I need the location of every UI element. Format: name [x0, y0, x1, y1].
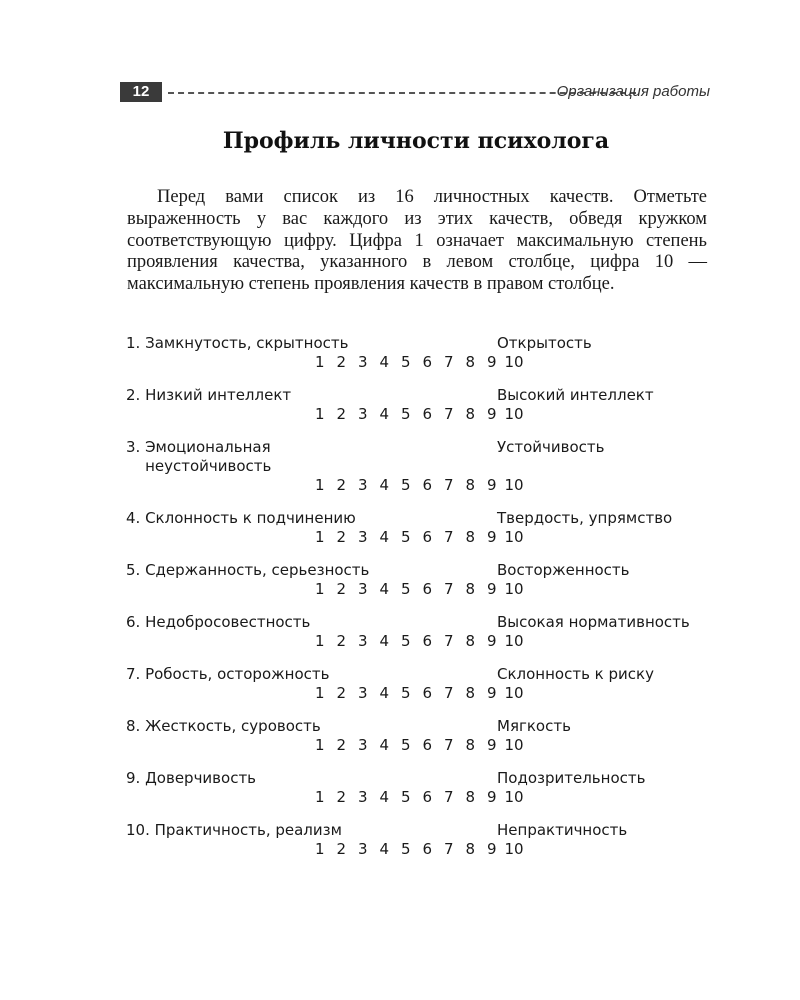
item-right-label: Подозрительность	[497, 769, 646, 787]
item-labels	[126, 561, 716, 580]
intro-paragraph: Перед вами список из 16 личностных качеств. Отметьте выраженность у вас каждого из этих качеств, обведя кружком соответствующую цифру. Цифра 1 означает максимальную степень проявления качества, указанного в левом столбце, цифра 10 — максимальную степень проявления качеств в правом столбце.	[127, 187, 707, 295]
scale-number-9[interactable]: 9	[486, 528, 497, 546]
questionnaire-item	[126, 386, 716, 424]
scale-number-5[interactable]: 5	[400, 476, 411, 494]
questionnaire-item	[126, 613, 716, 651]
questionnaire-item	[126, 717, 716, 755]
scale-number-7[interactable]: 7	[443, 684, 454, 702]
item-right-label: Открытость	[497, 334, 592, 352]
scale-number-2[interactable]: 2	[336, 684, 347, 702]
scale-number-4[interactable]: 4	[379, 684, 390, 702]
scale-number-6[interactable]: 6	[422, 405, 433, 423]
item-right-label: Склонность к риску	[497, 665, 654, 683]
scale-number-6[interactable]: 6	[422, 840, 433, 858]
scale-number-4[interactable]: 4	[379, 353, 390, 371]
scale-number-7[interactable]: 7	[443, 476, 454, 494]
scale-number-5[interactable]: 5	[400, 353, 411, 371]
scale-number-10[interactable]: 10	[504, 684, 524, 702]
scale-number-2[interactable]: 2	[336, 788, 347, 806]
scale-number-10[interactable]: 10	[504, 840, 524, 858]
scale-number-8[interactable]: 8	[465, 736, 476, 754]
item-right-label: Высокий интеллект	[497, 386, 654, 404]
scale-number-6[interactable]: 6	[422, 684, 433, 702]
item-right-label: Непрактичность	[497, 821, 628, 839]
scale-number-6[interactable]: 6	[422, 736, 433, 754]
scale-number-6[interactable]: 6	[422, 476, 433, 494]
item-left-label: 9. Доверчивость	[126, 769, 257, 787]
scale-number-1[interactable]: 1	[314, 684, 325, 702]
rating-scale	[126, 788, 716, 807]
scale-number-7[interactable]: 7	[443, 580, 454, 598]
item-labels	[126, 821, 716, 840]
scale-number-4[interactable]: 4	[379, 736, 390, 754]
scale-number-5[interactable]: 5	[400, 528, 411, 546]
scale-number-10[interactable]: 10	[504, 736, 524, 754]
scale-number-7[interactable]: 7	[443, 528, 454, 546]
scale-number-2[interactable]: 2	[336, 632, 347, 650]
questionnaire-item	[126, 509, 716, 547]
scale-number-4[interactable]: 4	[379, 580, 390, 598]
scale-number-10[interactable]: 10	[504, 405, 524, 423]
scale-number-10[interactable]: 10	[504, 353, 524, 371]
rating-scale	[126, 353, 716, 372]
scale-number-3[interactable]: 3	[357, 405, 368, 423]
scale-number-8[interactable]: 8	[465, 840, 476, 858]
scale-number-2[interactable]: 2	[336, 528, 347, 546]
scale-number-1[interactable]: 1	[314, 632, 325, 650]
scale-number-3[interactable]: 3	[357, 736, 368, 754]
scale-number-2[interactable]: 2	[336, 476, 347, 494]
scale-number-7[interactable]: 7	[443, 405, 454, 423]
questionnaire-item	[126, 334, 716, 372]
item-right-label: Восторженность	[497, 561, 630, 579]
scale-number-9[interactable]: 9	[486, 405, 497, 423]
questionnaire-item	[126, 821, 716, 859]
scale-number-5[interactable]: 5	[400, 580, 411, 598]
rating-scale	[126, 405, 716, 424]
item-right-label: Высокая нормативность	[497, 613, 690, 631]
item-left-label: 3. Эмоциональная неустойчивость	[126, 438, 272, 475]
item-left-label: 8. Жесткость, суровость	[126, 717, 321, 735]
scale-number-2[interactable]: 2	[336, 840, 347, 858]
scale-number-5[interactable]: 5	[400, 736, 411, 754]
scale-number-7[interactable]: 7	[443, 353, 454, 371]
scale-number-3[interactable]: 3	[357, 528, 368, 546]
scale-number-6[interactable]: 6	[422, 632, 433, 650]
scale-number-7[interactable]: 7	[443, 736, 454, 754]
item-labels	[126, 769, 716, 788]
scale-number-6[interactable]: 6	[422, 353, 433, 371]
scale-number-3[interactable]: 3	[357, 788, 368, 806]
rating-scale	[126, 476, 716, 495]
rating-scale	[126, 528, 716, 547]
scale-number-10[interactable]: 10	[504, 476, 524, 494]
scale-number-9[interactable]: 9	[486, 353, 497, 371]
rating-scale	[126, 684, 716, 703]
scale-number-9[interactable]: 9	[486, 788, 497, 806]
scale-number-6[interactable]: 6	[422, 580, 433, 598]
scale-number-6[interactable]: 6	[422, 788, 433, 806]
item-labels	[126, 438, 716, 476]
scale-number-8[interactable]: 8	[465, 476, 476, 494]
rating-scale	[126, 580, 716, 599]
scale-number-8[interactable]: 8	[465, 788, 476, 806]
item-labels	[126, 717, 716, 736]
scale-number-3[interactable]: 3	[357, 580, 368, 598]
scale-number-5[interactable]: 5	[400, 684, 411, 702]
item-right-label: Твердость, упрямство	[497, 509, 673, 527]
questionnaire-item	[126, 769, 716, 807]
questionnaire-item	[126, 561, 716, 599]
scale-number-10[interactable]: 10	[504, 788, 524, 806]
item-labels	[126, 334, 716, 353]
scale-number-4[interactable]: 4	[379, 840, 390, 858]
item-left-label: 5. Сдержанность, серьезность	[126, 561, 370, 579]
item-labels	[126, 613, 716, 632]
scale-number-3[interactable]: 3	[357, 353, 368, 371]
scale-number-2[interactable]: 2	[336, 405, 347, 423]
scale-number-8[interactable]: 8	[465, 632, 476, 650]
scale-number-4[interactable]: 4	[379, 788, 390, 806]
questionnaire-list	[126, 334, 716, 873]
questionnaire-item	[126, 438, 716, 495]
scale-number-4[interactable]: 4	[379, 476, 390, 494]
item-left-label: 2. Низкий интеллект	[126, 386, 292, 404]
scale-number-6[interactable]: 6	[422, 528, 433, 546]
scale-number-1[interactable]: 1	[314, 840, 325, 858]
scale-number-8[interactable]: 8	[465, 580, 476, 598]
scale-number-9[interactable]: 9	[486, 684, 497, 702]
item-left-label: 4. Склонность к подчинению	[126, 509, 356, 527]
item-labels	[126, 509, 716, 528]
scale-number-7[interactable]: 7	[443, 788, 454, 806]
scale-number-10[interactable]: 10	[504, 632, 524, 650]
scale-number-5[interactable]: 5	[400, 840, 411, 858]
scale-number-7[interactable]: 7	[443, 840, 454, 858]
page-number: 12	[120, 82, 162, 102]
scale-number-1[interactable]: 1	[314, 736, 325, 754]
item-labels	[126, 386, 716, 405]
page-title: Профиль личности психолога	[222, 128, 610, 154]
scale-number-8[interactable]: 8	[465, 684, 476, 702]
scale-number-1[interactable]: 1	[314, 788, 325, 806]
scale-number-10[interactable]: 10	[504, 528, 524, 546]
scale-number-1[interactable]: 1	[314, 353, 325, 371]
scale-number-10[interactable]: 10	[504, 580, 524, 598]
scale-number-2[interactable]: 2	[336, 736, 347, 754]
item-left-label: 1. Замкнутость, скрытность	[126, 334, 349, 352]
scale-number-4[interactable]: 4	[379, 632, 390, 650]
scale-number-5[interactable]: 5	[400, 405, 411, 423]
scale-number-9[interactable]: 9	[486, 580, 497, 598]
running-title: Организация работы	[556, 83, 710, 100]
scale-number-4[interactable]: 4	[379, 528, 390, 546]
item-left-label: 6. Недобросовестность	[126, 613, 311, 631]
scale-number-1[interactable]: 1	[314, 580, 325, 598]
scale-number-9[interactable]: 9	[486, 476, 497, 494]
scale-number-3[interactable]: 3	[357, 632, 368, 650]
scale-number-1[interactable]: 1	[314, 476, 325, 494]
item-right-label: Мягкость	[497, 717, 571, 735]
scale-number-7[interactable]: 7	[443, 632, 454, 650]
rating-scale	[126, 736, 716, 755]
scale-number-4[interactable]: 4	[379, 405, 390, 423]
scale-number-9[interactable]: 9	[486, 840, 497, 858]
item-left-label: 10. Практичность, реализм	[126, 821, 342, 839]
scale-number-1[interactable]: 1	[314, 528, 325, 546]
scale-number-3[interactable]: 3	[357, 684, 368, 702]
scale-number-8[interactable]: 8	[465, 353, 476, 371]
rating-scale	[126, 840, 716, 859]
item-right-label: Устойчивость	[497, 438, 605, 456]
scale-number-3[interactable]: 3	[357, 840, 368, 858]
scale-number-5[interactable]: 5	[400, 788, 411, 806]
scale-number-2[interactable]: 2	[336, 580, 347, 598]
rating-scale	[126, 632, 716, 651]
scale-number-1[interactable]: 1	[314, 405, 325, 423]
scale-number-8[interactable]: 8	[465, 528, 476, 546]
scale-number-2[interactable]: 2	[336, 353, 347, 371]
scale-number-9[interactable]: 9	[486, 736, 497, 754]
scale-number-5[interactable]: 5	[400, 632, 411, 650]
page-header	[120, 82, 710, 104]
scale-number-8[interactable]: 8	[465, 405, 476, 423]
scale-number-3[interactable]: 3	[357, 476, 368, 494]
item-left-label: 7. Робость, осторожность	[126, 665, 330, 683]
questionnaire-item	[126, 665, 716, 703]
item-labels	[126, 665, 716, 684]
scale-number-9[interactable]: 9	[486, 632, 497, 650]
